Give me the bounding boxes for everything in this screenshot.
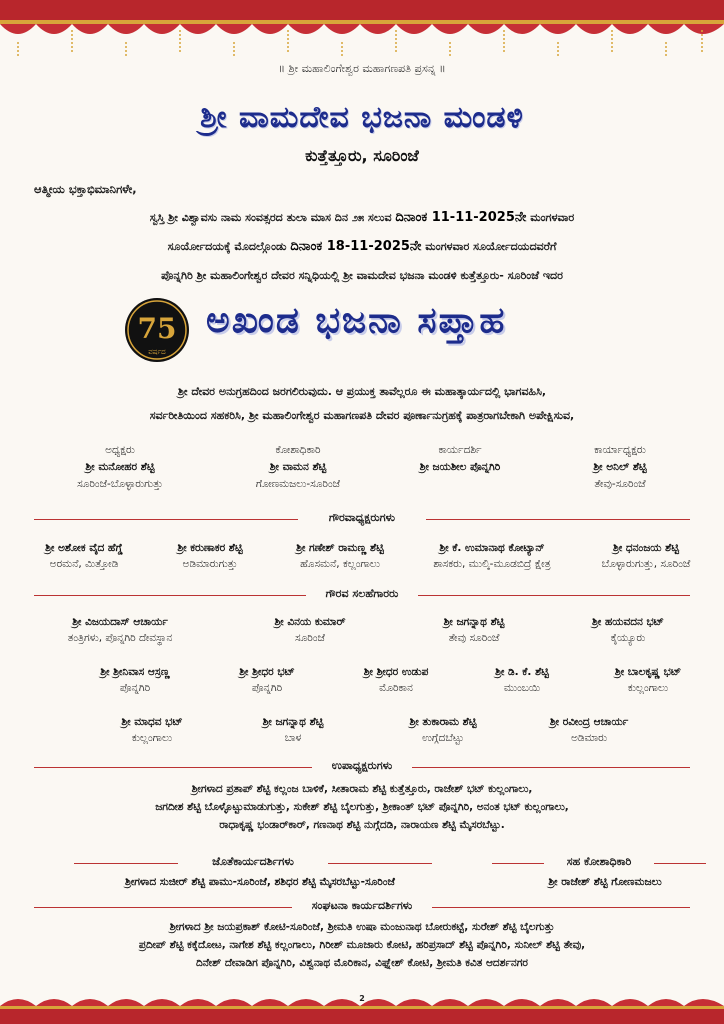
person-name: ಶ್ರೀ ಕರುಣಾಕರ ಶೆಟ್ಟಿ [177,542,243,554]
person-place: ತಂತ್ರಿಗಳು, ಪೊನ್ನಗಿರಿ ದೇವಸ್ಥಾನ [67,632,173,644]
vice-presidents-line: ಶ್ರೀಗಳಾದ ಪ್ರತಾಪ್ ಶೆಟ್ಟಿ ಕಲ್ಲಂಜ ಬಾಳಿಕೆ, ಸೀತಾರಾಮ ಶೆಟ್ಟಿ ಕುತ್ತೆತ್ತೂರು, ರಾಜೇಶ್ ಭಟ್ ಕುಲ್ಲಂಗಾಲು, [191,783,533,795]
officer-treasurer [218,442,378,493]
divider [426,519,690,520]
person-place: ಕುಲ್ಲಂಗಾಲು [627,682,669,694]
person-name: ಶ್ರೀ ಧನಂಜಯ ಶೆಟ್ಟಿ [613,542,679,554]
joint-secretaries-text: ಶ್ರೀಗಳಾದ ಸುಜೀರ್ ಶೆಟ್ಟಿ ಪಾಮು-ಸೂರಿಂಜೆ, ಶಶಿಧರ ಶೆಟ್ಟಿ ಮೈಸರಬೆಟ್ಟು-ಸೂರಿಂಜೆ [125,876,395,888]
person-name: ಶ್ರೀ ಡಿ. ಕೆ. ಶೆಟ್ಟಿ [495,666,549,678]
person-place: ಮುಂಬಯಿ [503,682,541,694]
person-name: ಶ್ರೀ ಗಣೇಶ್ ರಾಮಣ್ಣ ಶೆಟ್ಟಿ [296,542,384,554]
honorary-advisor [582,664,714,696]
person-place: ಹೊಸಮನೆ, ಕಲ್ಲಂಗಾಲು [300,558,380,570]
officer-name: ಶ್ರೀ ಅನಿಲ್ ಶೆಟ್ಟಿ [593,461,647,473]
joint-treasurer-heading: ಸಹ ಕೋಶಾಧಿಕಾರಿ [566,855,632,868]
joint-secretaries-list [20,874,500,890]
person-name: ಶ್ರೀ ಮಾಧವ ಭಟ್ [121,716,183,728]
honorary-advisor [466,664,578,696]
divider [34,767,312,768]
divider [328,863,432,864]
divider [34,595,306,596]
organising-secretaries-line: ದಿನೇಶ್ ದೇವಾಡಿಗ ಪೊನ್ನಗಿರಿ, ವಿಶ್ವನಾಥ ಮೊರಿಕಾನ, ವಿಘ್ನೇಶ್ ಕೋಟಿ, ಶ್ರೀಮತಿ ಕವಿತ ಆದರ್ಶನಗರ [196,957,528,969]
person-name: ಶ್ರೀ ಶ್ರೀಧರ ಉಡುಪ [363,666,429,678]
logo-number: 75 [137,312,177,345]
event-title: ಅಖಂಡ ಭಜನಾ ಸಪ್ತಾಹ [206,300,507,341]
person-place: ತೇವು ಸೂರಿಂಜೆ [448,632,500,644]
vice-presidents-list [20,780,704,834]
anniversary-75-logo [116,294,198,366]
person-name: ಶ್ರೀ ಶ್ರೀಧರ ಭಟ್ [239,666,295,678]
vice-presidents-heading: ಉಪಾಧ್ಯಕ್ಷರುಗಳು [331,759,393,772]
officer-secretary [380,442,540,476]
invocation-line: ॥ ಶ್ರೀ ಮಹಾಲಿಂಗೇಶ್ವರ ಮಹಾಗಣಪತಿ ಪ್ರಸನ್ನ ॥ [278,62,446,75]
divider [34,519,298,520]
vice-presidents-line: ರಾಧಾಕೃಷ್ಣ ಭಂಡಾರ್‌ಕಾರ್, ಗಣನಾಥ ಶೆಟ್ಟಿ ನುಗ್ಗೆದಡಿ, ನಾರಾಯಣ ಶೆಟ್ಟಿ ಮೈಸರಬೆಟ್ಟು. [219,819,505,831]
person-place: ಅರಮನೆ, ಮಿತ್ತೋಡಿ [49,558,119,570]
officer-title: ಕೋಶಾಧಿಕಾರಿ [275,444,321,456]
intro-line-2-day: ಮಂಗಳವಾರ ಸೂರ್ಯೋದಯದವರೆಗೆ [425,240,557,253]
person-name: ಶ್ರೀ ಜಗನ್ನಾಥ ಶೆಟ್ಟಿ [443,616,505,628]
person-name: ಶ್ರೀ ಹಯವದನ ಭಟ್ [592,616,664,628]
page-number: 2 [359,994,365,1003]
joint-secretaries-heading: ಜೊತೆಕಾರ್ಯದರ್ಶಿಗಳು [212,855,294,868]
honorary-advisor [92,714,212,746]
officer-name: ಶ್ರೀ ಜಯಶೀಲ ಪೊನ್ನಗಿರಿ [419,461,501,473]
appeal-line-1: ಶ್ರೀ ದೇವರ ಅನುಗ್ರಹದಿಂದ ಜರಗಲಿರುವುದು. ಆ ಪ್ರಯುಕ್ತ ತಾವೆಲ್ಲರೂ ಈ ಮಹಾತ್ಕಾರ್ಯದಲ್ಲಿ ಭಾಗವಹಿಸಿ, [177,385,547,398]
end-date: ದಿನಾಂಕ 18-11-2025ನೇ [290,239,422,254]
intro-line-1 [20,204,704,232]
officer-title: ಕಾರ್ಯದರ್ಶಿ [438,444,482,456]
person-name: ಶ್ರೀ ರವೀಂದ್ರ ಆಚಾರ್ಯ [549,716,629,728]
organising-secretaries-line: ಪ್ರದೀಪ್ ಶೆಟ್ಟಿ ಕಕ್ಕೆದೋಟ, ನಾಗೇಶ ಶೆಟ್ಟಿ ಕಲ್ಲಂಗಾಲು, ಗಿರೀಶ್ ಮೂಜಾರು ಕೋಟಿ, ಹರಿಪ್ರಸಾದ್ ಶೆಟ್ಟಿ ಪೊನ್ನಗಿರಿ, ಸುನೀಲ್ ಶೆಟ್ಟಿ ತೇವು, [138,939,586,951]
person-place: ಉಗ್ಗೆದಬೆಟ್ಟು [422,732,464,744]
person-name: ಶ್ರೀ ಅಶೋಕ ವೈದ ಹೆಗ್ಡೆ [45,542,123,554]
person-name: ಶ್ರೀ ಬಾಲಕೃಷ್ಣ ಭಟ್ [614,666,682,678]
person-place: ಪೊನ್ನಗಿರಿ [119,682,151,694]
honorary-president [404,540,580,572]
divider [74,863,178,864]
officer-place: ತೇವು-ಸೂರಿಂಜೆ [594,478,646,490]
greeting: ಆತ್ಮೀಯ ಭಕ್ತಾಭಿಮಾನಿಗಳೇ, [34,182,137,196]
divider [34,907,292,908]
person-place: ಅಡಿಮಾರು [570,732,608,744]
honorary-advisor [228,714,358,746]
organising-secretaries-list [20,918,704,972]
person-name: ಶ್ರೀ ಶ್ರೀನಿವಾಸ ಆಸ್ರಣ್ಣ [100,666,170,678]
honorary-president [578,540,714,572]
person-place: ಪೊನ್ನಗಿರಿ [251,682,283,694]
intro-line-2-text: ಸೂರ್ಯೋದಯಕ್ಕೆ ಮೊದಲ್ಗೊಂಡು [167,240,287,253]
organising-secretaries-heading: ಸಂಘಟನಾ ಕಾರ್ಯದರ್ಶಿಗಳು [311,899,413,912]
honorary-advisor [40,614,200,646]
honorary-president [14,540,154,572]
honorary-presidents-heading: ಗೌರವಾಧ್ಯಕ್ಷರುಗಳು [328,511,396,524]
honorary-advisor [212,664,322,696]
honorary-advisor [514,714,664,746]
organising-secretaries-line: ಶ್ರೀಗಳಾದ ಶ್ರೀ ಜಯಪ್ರಕಾಶ್ ಕೋಟಿ-ಸೂರಿಂಜೆ, ಶ್ರೀಮತಿ ಉಷಾ ಮಂಜುನಾಥ ಬೋರುಕಟ್ಟೆ, ಸುರೇಶ್ ಶೆಟ್ಟಿ ಬೈಲಗುತ್ತು [169,921,555,933]
joint-treasurer-entry [500,874,710,890]
honorary-advisors-heading: ಗೌರವ ಸಲಹೆಗಾರರು [325,587,399,600]
officer-title: ಅಧ್ಯಕ್ಷರು [105,444,135,456]
joint-treasurer-text: ಶ್ರೀ ರಾಜೇಶ್ ಶೆಟ್ಟಿ ಗೋಣಮಜಲು [548,876,662,888]
officer-title: ಕಾರ್ಯಾಧ್ಯಕ್ಷರು [594,444,646,456]
divider [418,595,690,596]
organisation-location: ಕುತ್ತೆತ್ತೂರು, ಸೂರಿಂಜೆ [305,146,419,165]
person-place: ಬೊಳ್ಳಾರುಗುತ್ತು, ಸೂರಿಂಜೆ [601,558,691,570]
honorary-president [262,540,418,572]
honorary-advisor [240,614,380,646]
officer-president [40,442,200,493]
person-name: ಶ್ರೀ ವಿನಯ ಕುಮಾರ್ [274,616,346,628]
honorary-advisor [558,614,698,646]
divider [412,767,690,768]
person-place: ಬಾಳ [284,732,302,744]
person-place: ಕೈಯ್ಯೂರು [610,632,646,644]
person-name: ಶ್ರೀ ಜಗನ್ನಾಥ ಶೆಟ್ಟಿ [262,716,324,728]
intro-line-3: ಪೊನ್ನಗಿರಿ ಶ್ರೀ ಮಹಾಲಿಂಗೇಶ್ವರ ದೇವರ ಸನ್ನಿಧಿಯಲ್ಲಿ ಶ್ರೀ ವಾಮದೇವ ಭಜನಾ ಮಂಡಳಿ ಕುತ್ತೆತ್ತೂರು- ಸೂರಿಂಜೆ ಇದರ [161,269,563,282]
person-name: ಶ್ರೀ ತುಕಾರಾಮ ಶೆಟ್ಟಿ [409,716,477,728]
intro-line-2 [20,233,704,261]
person-name: ಶ್ರೀ ವಿಜಯದಾಸ್ ಆಚಾರ್ಯ [72,616,168,628]
person-place: ಅಡಿಮಾರುಗುತ್ತು [182,558,238,570]
officer-place: ಸೂರಿಂಜೆ-ಬೊಳ್ಳಾರುಗುತ್ತು [77,478,163,490]
logo-caption: ವರ್ಷದ [148,348,166,356]
person-place: ಕುಲ್ಲಂಗಾಲು [131,732,173,744]
intro-line-1-day: ಮಂಗಳವಾರ [530,211,575,224]
honorary-advisor [70,664,200,696]
officer-working-president [540,442,700,493]
intro-line-1-text: ಸ್ವಸ್ತಿ ಶ್ರೀ ವಿಶ್ವಾವಸು ನಾಮ ಸಂವತ್ಸರದ ತುಲಾ ಮಾಸ ದಿನ ೨೫ ಸಲುವ [149,211,392,224]
honorary-advisor [336,664,456,696]
vice-presidents-line: ಜಗದೀಶ ಶೆಟ್ಟಿ ಬೊಳ್ಳೊಟ್ಟುಮಾಡುಗುತ್ತು, ಸುಕೇಶ್ ಶೆಟ್ಟಿ ಬೈಲಗುತ್ತು, ಶ್ರೀಕಾಂತ್ ಭಟ್ ಪೊನ್ನಗಿರಿ, ಅನಂತ ಭಟ್ ಕುಲ್ಲಂಗಾಲು, [155,801,569,813]
honorary-president [150,540,270,572]
divider [432,907,690,908]
honorary-advisor [404,614,544,646]
officer-name: ಶ್ರೀ ಮನೋಹರ ಶೆಟ್ಟಿ [85,461,155,473]
top-decorative-border [0,0,724,62]
officer-name: ಶ್ರೀ ವಾಮನ ಶೆಟ್ಟಿ [269,461,327,473]
divider [654,863,706,864]
organisation-title: ಶ್ರೀ ವಾಮದೇವ ಭಜನಾ ಮಂಡಳಿ [200,100,524,135]
person-name: ಶ್ರೀ ಕೆ. ಉಮಾನಾಥ ಕೋಟ್ಯಾನ್ [439,542,545,554]
honorary-advisor [378,714,508,746]
person-place: ಮೊರಿಕಾನ [379,682,413,694]
person-place: ಶಾಸಕರು, ಮುಲ್ಕಿ-ಮೂಡಬಿದ್ರೆ ಕ್ಷೇತ್ರ [433,558,551,570]
person-place: ಸೂರಿಂಜೆ [295,632,325,644]
appeal-line-2: ಸರ್ವರೀತಿಯಿಂದ ಸಹಕರಿಸಿ, ಶ್ರೀ ಮಹಾಲಿಂಗೇಶ್ವರ ಮಹಾಗಣಪತಿ ದೇವರ ಪೂರ್ಣಾನುಗ್ರಹಕ್ಕೆ ಪಾತ್ರರಾಗಬೇಕಾಗಿ ಅಪೇಕ್ಷಿಸುವ, [149,409,575,422]
start-date: ದಿನಾಂಕ 11-11-2025ನೇ [395,210,527,225]
divider [492,863,544,864]
officer-place: ಗೋಣಮಜಲು-ಸೂರಿಂಜೆ [255,478,341,490]
